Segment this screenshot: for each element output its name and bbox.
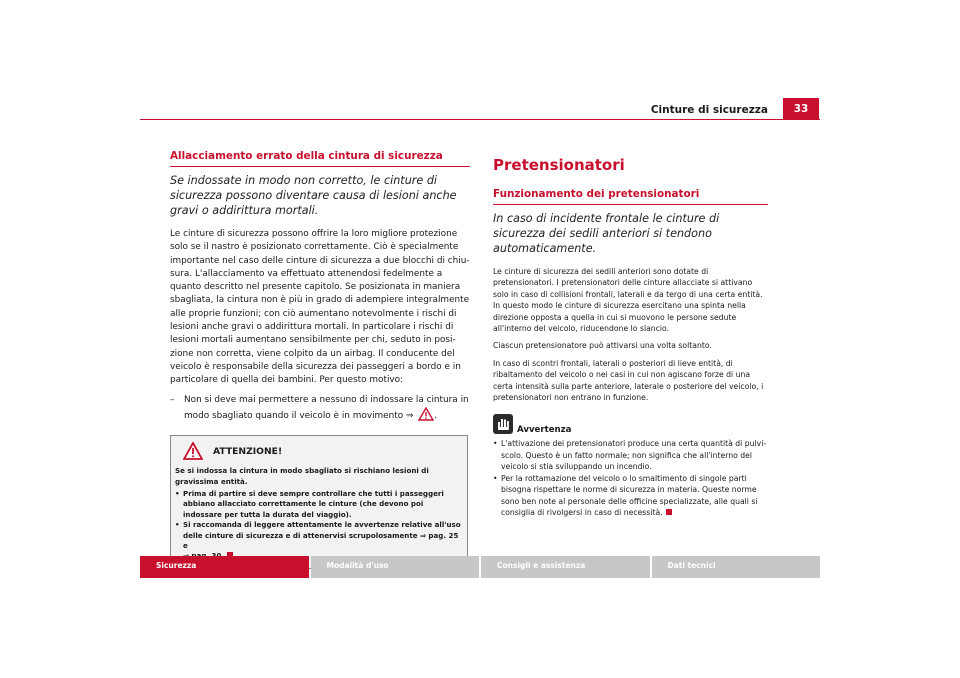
warning-triangle-icon: [183, 442, 203, 460]
warning-triangle-icon: [418, 407, 434, 421]
section-intro: In caso di incidente frontale le cinture di sicurezza dei sedili anteriori si tendono automaticamente.: [493, 212, 720, 255]
body-paragraph: In caso di scontri frontali, laterali o posteriori di lieve entità, di ribaltamento del veicolo o nei casi in cui non agiscano forze di una certa intensità sulla parte anteriore, laterale o posteriore del veicolo, i pretensionatori non entrano in funzione.: [493, 358, 764, 403]
note-title: Avvertenza: [517, 425, 572, 436]
note-bullet: [493, 473, 768, 519]
tab-sicurezza[interactable]: Sicurezza: [140, 556, 309, 578]
left-column: [170, 150, 470, 569]
list-item-text: Non si deve mai permettere a nessuno di indossare la cintura in modo sbagliato quando il veicolo è in movimento ⇒ .: [184, 394, 469, 421]
bullet-dot: •: [493, 473, 498, 483]
bullet-dot: •: [175, 488, 180, 498]
warning-bullet-text: Si raccomanda di leggere attentamente le avvertenze relative all'uso delle cinture di sicurezza e di attenervisi scrupolosamente ⇒ pag. 25 e: [183, 520, 463, 562]
section-heading-wrong-belt: Allacciamento errato della cintura di sicurezza: [170, 150, 470, 167]
chapter-title: Cinture di sicurezza: [650, 104, 768, 116]
chapter-heading: Pretensionatori: [493, 156, 625, 174]
warning-bullet: [175, 489, 463, 520]
bullet-dot: •: [493, 439, 498, 449]
note-bullet-text: Per la rottamazione del veicolo o lo smaltimento di singole parti bisogna rispettare le norme di sicurezza in materia. Queste norme sono ben note al personale delle officine specializzate, alle quali si consiglia di rivolgersi in caso di necessità.: [501, 473, 758, 517]
footer-nav: [140, 556, 820, 578]
warning-title: ATTENZIONE!: [213, 445, 283, 457]
note-bullet-text: L'attivazione dei pretensionatori produce una certa quantità di pulvi-scolo. Questo è un fatto normale; non significa che all'interno del veicolo si stia sviluppando un incendio.: [501, 439, 767, 472]
tab-consigli-assistenza[interactable]: Consigli e assistenza: [481, 556, 650, 578]
note-body: [493, 438, 768, 518]
right-column: [493, 150, 768, 524]
section-heading-pretensioners: Funzionamento dei pretensionatori: [493, 188, 768, 205]
body-paragraph: Ciascun pretensionatore può attivarsi una volta soltanto.: [493, 341, 712, 351]
bullet-dot: •: [175, 520, 180, 530]
warning-body: [175, 466, 463, 562]
list-item: [170, 394, 470, 424]
note-header: [493, 413, 768, 435]
warning-lead: Se si indossa la cintura in modo sbagliato si rischiano lesioni di gravissima entità.: [175, 466, 429, 486]
list-dash: –: [170, 394, 175, 405]
tab-dati-tecnici[interactable]: Dati tecnici: [652, 556, 821, 578]
info-hand-icon: [493, 414, 513, 434]
section-intro: Se indossate in modo non corretto, le cinture di sicurezza possono diventare causa di lesioni anche gravi o addirittura mortali.: [170, 174, 457, 217]
note-bullet: [493, 438, 768, 472]
body-paragraph: Le cinture di sicurezza dei sedili anteriori sono dotate di pretensionatori. I pretensionatori delle cinture allacciate si attivano solo in caso di collisioni frontali, laterali e da tergo di una certa entità. In questo modo le cinture di sicurezza esercitano una spinta nella direzione opposta a quella in cui si muovono le persone sedute all'interno del veicolo, riducendone lo slancio.: [493, 267, 763, 334]
tab-modalita-duso[interactable]: Modalità d'uso: [311, 556, 480, 578]
header-rule: [140, 119, 820, 120]
page-number: 33: [783, 98, 819, 120]
end-marker-icon: [666, 509, 672, 515]
warning-bullet-text: Prima di partire si deve sempre controllare che tutti i passeggeri abbiano allacciato correttamente le cinture (che devono poi indossare per tutta la durata del viaggio).: [183, 488, 444, 519]
warning-box: [170, 435, 468, 569]
body-paragraph: Le cinture di sicurezza possono offrire la loro migliore protezione solo se il nastro è posizionato correttamente. Ciò è specialmente importante nel caso delle cinture di sicurezza a due blocchi di chiu-sura. L'allacciamento va effettuato attenendosi fedelmente a quanto descritto nel presente capitolo. Se posizionata in maniera sbagliata, la cintura non è più in grado di adempiere integralmente alle proprie funzioni; con ciò aumentano notevolmente i rischi di lesioni anche gravi o addirittura mortali. In particolare i rischi di lesioni mortali aumentano sensibilmente per chi, seduto in posi-zione non corretta, viene colpito da un airbag. Il conducente del veicolo è responsabile della sicurezza dei passeggeri a bordo e in particolare di quella dei bambini. Per questo motivo:: [170, 229, 470, 386]
warning-header: [183, 442, 463, 460]
